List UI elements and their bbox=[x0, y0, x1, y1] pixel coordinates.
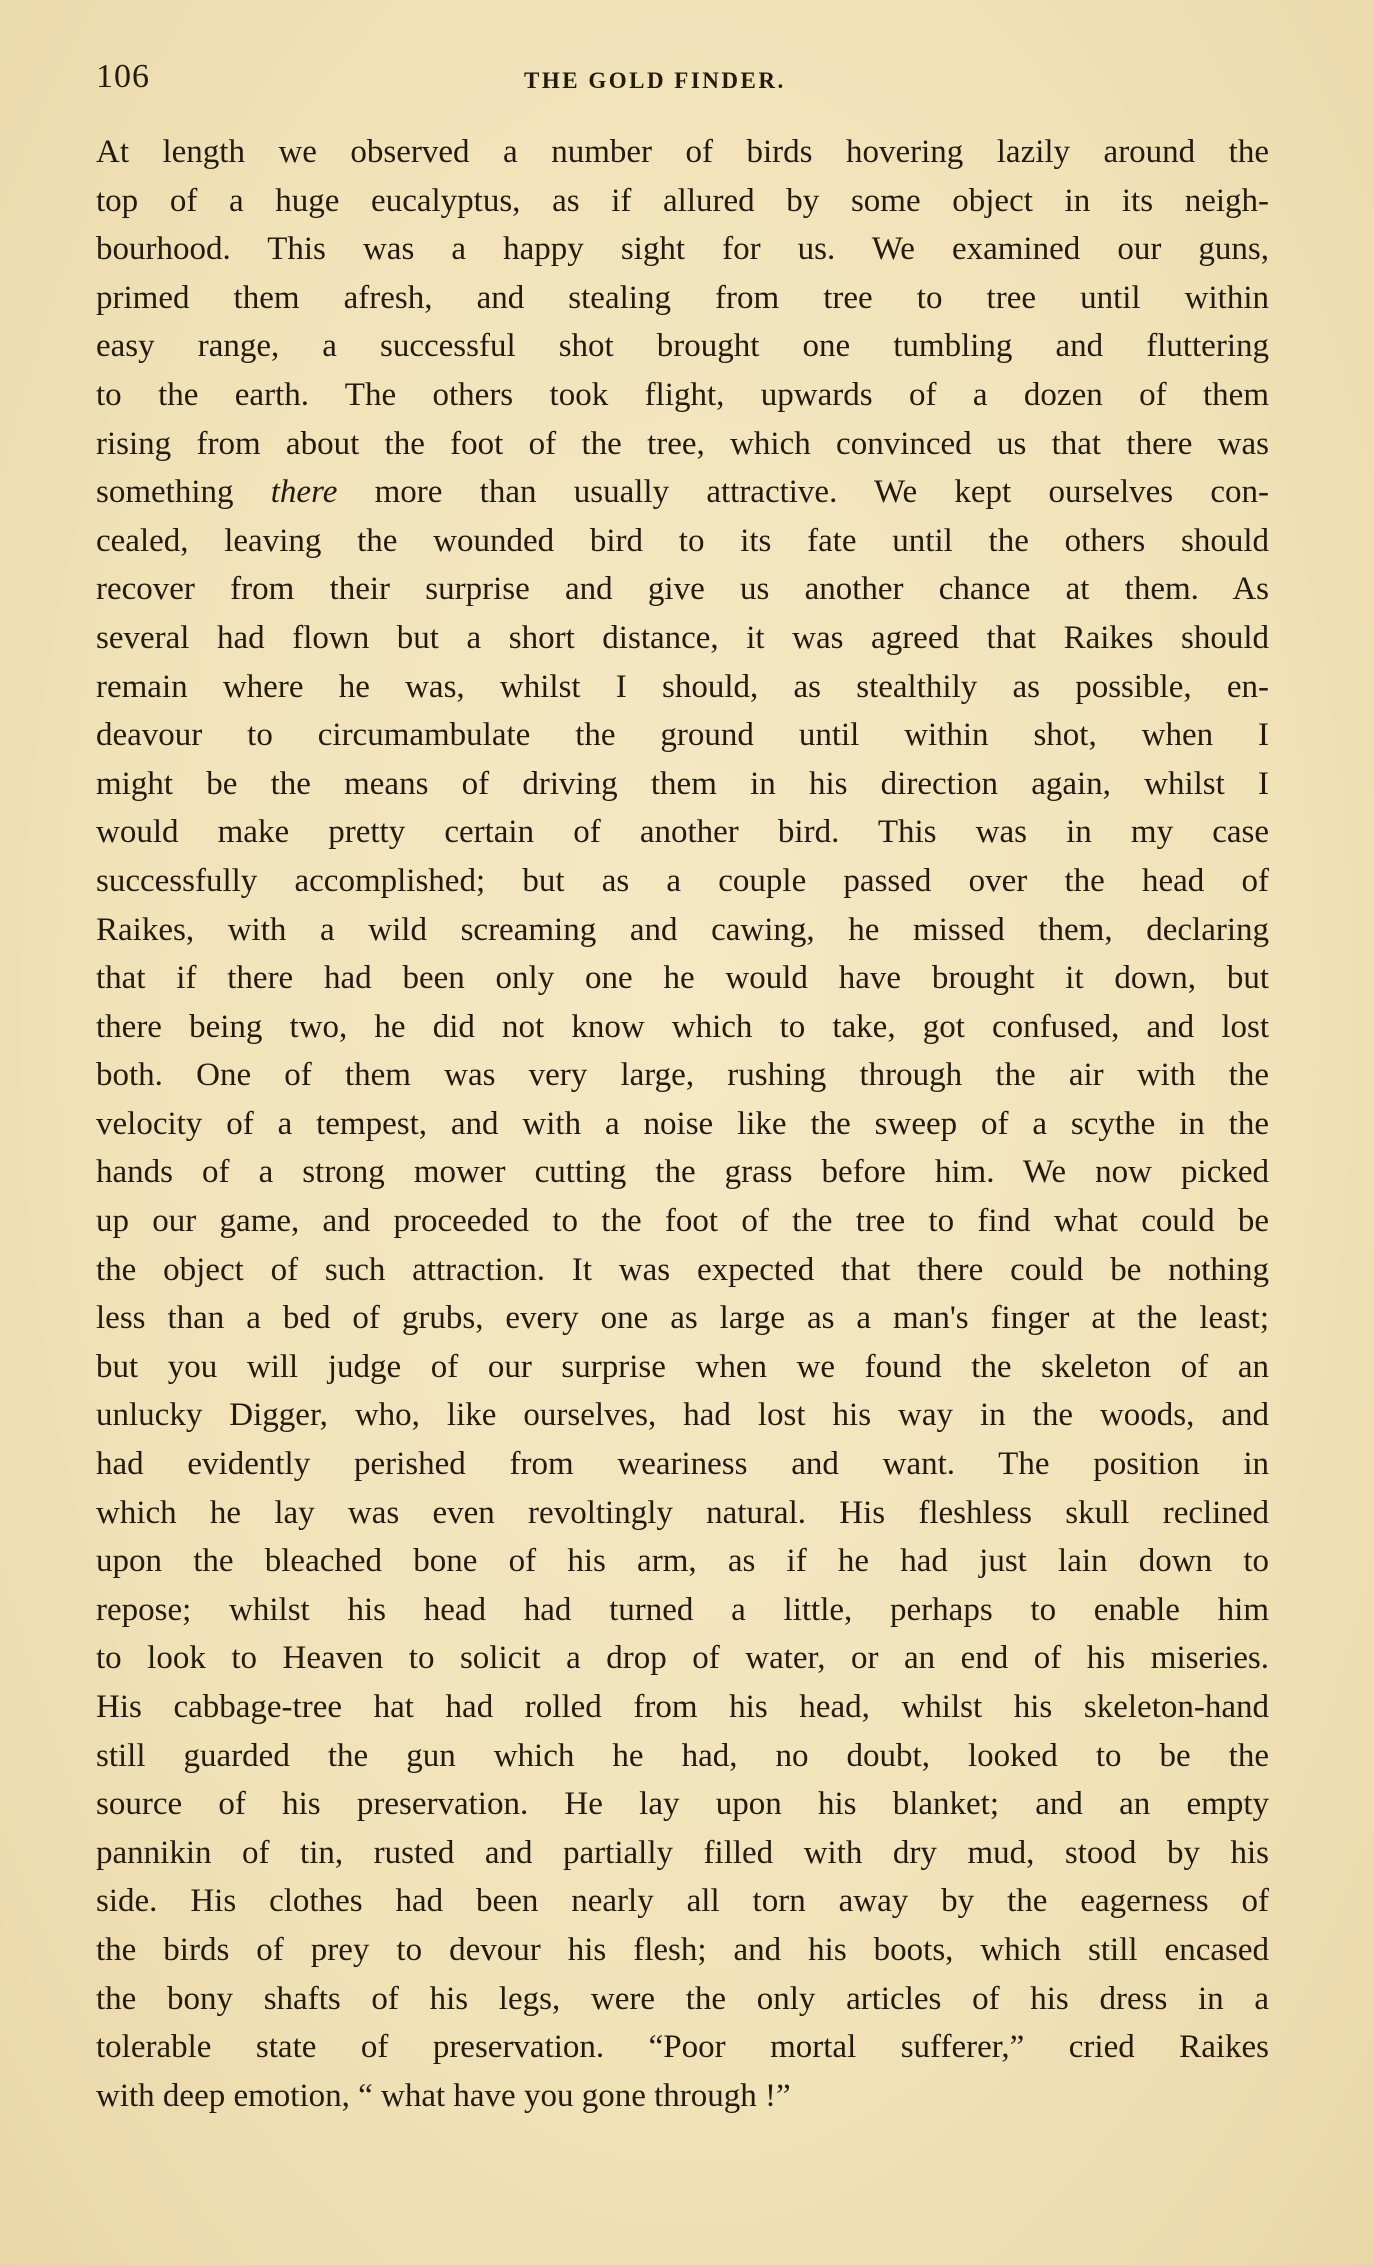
text-line: to the earth. The others took flight, upwards of a dozen of them bbox=[96, 376, 1269, 413]
text-line: to look to Heaven to solicit a drop of water, or an end of his miseries. bbox=[96, 1640, 1269, 1677]
text-line: unlucky Digger, who, like ourselves, had lost his way in the woods, and bbox=[96, 1397, 1269, 1434]
text-line: side. His clothes had been nearly all torn away by the eagerness of bbox=[96, 1883, 1269, 1920]
text-run: something bbox=[96, 474, 271, 511]
text-line: both. One of them was very large, rushing through the air with the bbox=[96, 1057, 1269, 1094]
body-paragraph bbox=[96, 128, 1269, 2120]
running-head: THE GOLD FINDER. bbox=[524, 68, 786, 93]
text-line: still guarded the gun which he had, no doubt, looked to be the bbox=[96, 1737, 1269, 1774]
text-line: remain where he was, whilst I should, as stealthily as possible, en- bbox=[96, 668, 1269, 705]
text-line: the bony shafts of his legs, were the only articles of his dress in a bbox=[96, 1980, 1269, 2017]
text-line: up our game, and proceeded to the foot of the tree to find what could be bbox=[96, 1203, 1269, 1240]
text-line: top of a huge eucalyptus, as if allured by some object in its neigh- bbox=[96, 182, 1269, 219]
text-line: might be the means of driving them in his direction again, whilst I bbox=[96, 765, 1269, 802]
text-line: several had flown but a short distance, it was agreed that Raikes should bbox=[96, 619, 1269, 656]
text-line: had evidently perished from weariness and want. The position in bbox=[96, 1446, 1269, 1483]
italic-word: there bbox=[270, 474, 338, 511]
text-line: upon the bleached bone of his arm, as if he had just lain down to bbox=[96, 1543, 1269, 1580]
text-line: pannikin of tin, rusted and partially filled with dry mud, stood by his bbox=[96, 1834, 1269, 1871]
page-number: 106 bbox=[96, 58, 150, 95]
text-line: rising from about the foot of the tree, which convinced us that there was bbox=[96, 425, 1269, 462]
text-line: that if there had been only one he would have brought it down, but bbox=[96, 960, 1269, 997]
text-line: the object of such attraction. It was expected that there could be nothing bbox=[96, 1251, 1269, 1288]
text-line: but you will judge of our surprise when we found the skeleton of an bbox=[96, 1348, 1269, 1385]
text-line: At length we observed a number of birds hovering lazily around the bbox=[96, 134, 1269, 170]
text-line: Raikes, with a wild screaming and cawing, he missed them, declaring bbox=[96, 911, 1269, 948]
text-line: repose; whilst his head had turned a little, perhaps to enable him bbox=[96, 1591, 1269, 1628]
text-line: the birds of prey to devour his flesh; and his boots, which still encased bbox=[96, 1931, 1269, 1968]
text-line: cealed, leaving the wounded bird to its fate until the others should bbox=[96, 522, 1269, 559]
text-line: bourhood. This was a happy sight for us. We examined our guns, bbox=[96, 231, 1269, 268]
text-line: easy range, a successful shot brought one tumbling and fluttering bbox=[96, 328, 1269, 365]
text-line: would make pretty certain of another bird. This was in my case bbox=[96, 814, 1269, 851]
text-line-last: with deep emotion, “ what have you gone through !” bbox=[96, 2077, 791, 2114]
text-line-with-italic bbox=[96, 468, 1269, 517]
text-line: which he lay was even revoltingly natural. His fleshless skull reclined bbox=[96, 1494, 1269, 1531]
text-line: successfully accomplished; but as a couple passed over the head of bbox=[96, 862, 1269, 899]
text-run: more than usually attractive. We kept ourselves con- bbox=[337, 474, 1269, 511]
text-line: velocity of a tempest, and with a noise like the sweep of a scythe in the bbox=[96, 1105, 1269, 1142]
text-line: less than a bed of grubs, every one as large as a man's finger at the least; bbox=[96, 1300, 1269, 1337]
text-line: primed them afresh, and stealing from tree to tree until within bbox=[96, 279, 1269, 316]
text-line: there being two, he did not know which to take, got confused, and lost bbox=[96, 1008, 1269, 1045]
text-line: source of his preservation. He lay upon his blanket; and an empty bbox=[96, 1786, 1269, 1823]
text-line: recover from their surprise and give us another chance at them. As bbox=[96, 571, 1269, 608]
text-line: His cabbage-tree hat had rolled from his head, whilst his skeleton-hand bbox=[96, 1689, 1269, 1725]
page-header bbox=[96, 58, 1276, 108]
text-line: tolerable state of preservation. “Poor mortal sufferer,” cried Raikes bbox=[96, 2029, 1269, 2066]
text-line: deavour to circumambulate the ground until within shot, when I bbox=[96, 717, 1269, 754]
text-line: hands of a strong mower cutting the grass before him. We now picked bbox=[96, 1154, 1269, 1191]
